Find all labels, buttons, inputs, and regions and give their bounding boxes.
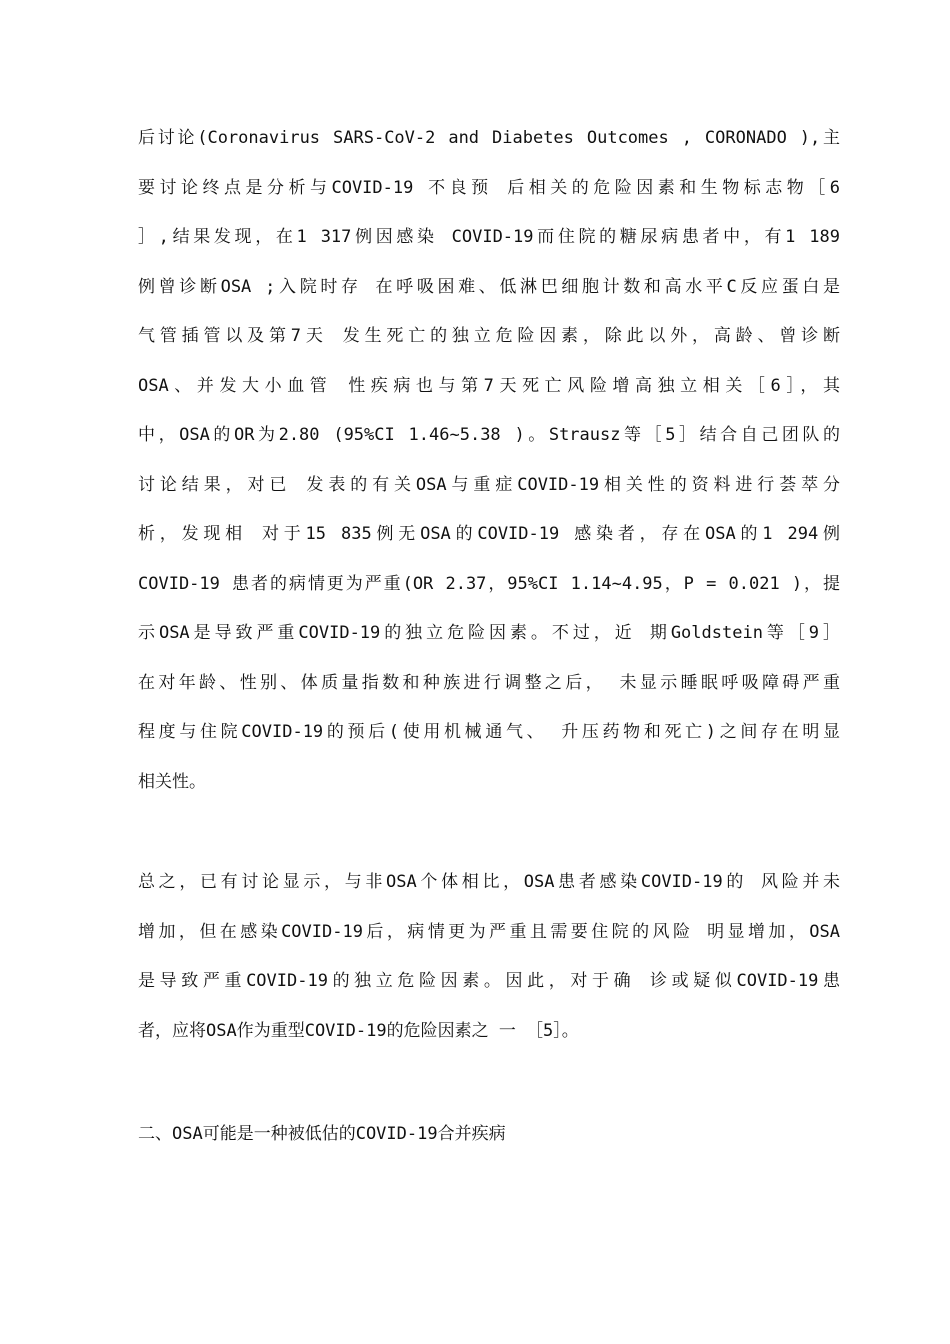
text-line: 是导致严重COVID-19的独立危险因素。因此，对于确 诊或疑似COVID-19患 (138, 971, 840, 991)
text-line: 相关性。 (138, 771, 206, 792)
text-line: 程度与住院COVID-19的预后(使用机械通气、 升压药物和死亡)之间存在明显 (138, 722, 840, 742)
section-heading-text: 二、OSA可能是一种被低估的COVID-19合并疾病 (138, 1124, 506, 1144)
text-line: 要讨论终点是分析与COVID-19 不良预 后相关的危险因素和生物标志物［6 (138, 177, 840, 198)
text-line: 气管插管以及第7天 发生死亡的独立危险因素，除此以外，高龄、曾诊断 (138, 326, 840, 346)
paragraph-osa-covid-outcomes (138, 114, 840, 807)
text-line: 中，OSA的OR为2.80 (95%CI 1.46~5.38 )。Strausz等［5］结合自己团队的 (138, 425, 840, 445)
text-line: OSA、并发大小血管 性疾病也与第7天死亡风险增高独立相关［6］，其 (138, 375, 840, 396)
section-heading (138, 1110, 840, 1160)
text-line: COVID-19 患者的病情更为严重(OR 2.37，95%CI 1.14~4.95，P = 0.021 )，提 (138, 573, 840, 594)
text-line: 讨论结果，对已 发表的有关OSA与重症COVID-19相关性的资料进行荟萃分 (138, 474, 840, 495)
text-line: 者，应将OSA作为重型COVID-19的危险因素之 一 ［5］。 (138, 1020, 579, 1041)
text-line: 例曾诊断OSA ;入院时存 在呼吸困难、低淋巴细胞计数和高水平C反应蛋白是 (138, 276, 840, 297)
text-line: 示OSA是导致严重COVID-19的独立危险因素。不过，近 期Goldstein等［9］ (138, 623, 840, 643)
text-line: 析，发现相 对于15 835例无OSA的COVID-19 感染者，存在OSA的1 294例 (138, 524, 840, 544)
text-line: 后讨论(Coronavirus SARS-CoV-2 and Diabetes Outcomes , CORONADO ),主 (138, 128, 840, 148)
text-line: 增加，但在感染COVID-19后，病情更为严重且需要住院的风险 明显增加，OSA (138, 921, 840, 942)
text-line: 总之，已有讨论显示，与非OSA个体相比，OSA患者感染COVID-19的 风险并未 (138, 872, 840, 892)
paragraph-summary (138, 858, 840, 1056)
text-line: ］,结果发现，在1 317例因感染 COVID-19而住院的糖尿病患者中，有1 189 (138, 227, 840, 247)
text-line: 在对年龄、性别、体质量指数和种族进行调整之后， 未显示睡眠呼吸障碍严重 (138, 672, 840, 693)
